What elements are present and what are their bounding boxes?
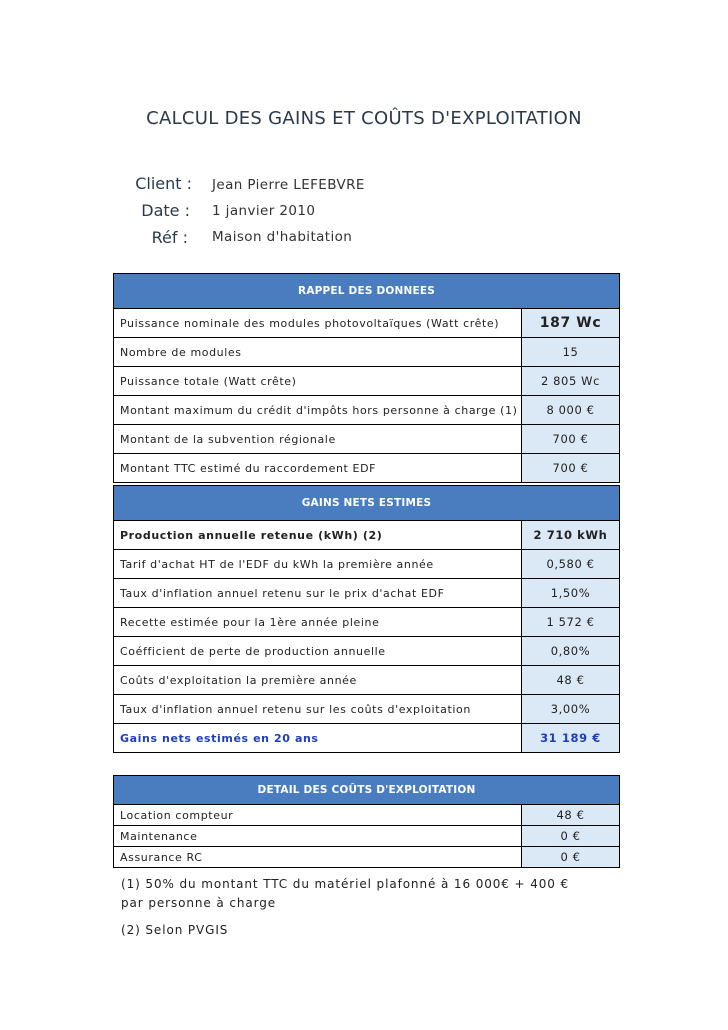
table-row xyxy=(114,666,620,695)
row-value: 2 805 Wc xyxy=(522,367,620,396)
row-label: Taux d'inflation annuel retenu sur le prix d'achat EDF xyxy=(114,579,522,608)
row-label: Montant maximum du crédit d'impôts hors personne à charge (1) xyxy=(114,396,522,425)
row-value: 48 € xyxy=(522,666,620,695)
row-value: 3,00% xyxy=(522,695,620,724)
row-label: Montant TTC estimé du raccordement EDF xyxy=(114,454,522,483)
table-row xyxy=(114,805,620,826)
table-row xyxy=(114,367,620,396)
row-value: 8 000 € xyxy=(522,396,620,425)
table-row xyxy=(114,425,620,454)
row-value: 0 € xyxy=(522,847,620,868)
rappel-table xyxy=(113,273,620,483)
table-row xyxy=(114,396,620,425)
row-value: 700 € xyxy=(522,454,620,483)
detail-header: DETAIL DES COÛTS D'EXPLOITATION xyxy=(114,776,620,805)
row-value: 31 189 € xyxy=(522,724,620,753)
row-label: Maintenance xyxy=(114,826,522,847)
footnotes xyxy=(121,875,591,948)
row-value: 1 572 € xyxy=(522,608,620,637)
row-value: 1,50% xyxy=(522,579,620,608)
row-value: 0 € xyxy=(522,826,620,847)
row-label: Nombre de modules xyxy=(114,338,522,367)
row-label: Location compteur xyxy=(114,805,522,826)
table-row xyxy=(114,637,620,666)
row-value: 187 Wc xyxy=(522,309,620,338)
row-label: Puissance totale (Watt crête) xyxy=(114,367,522,396)
row-value: 48 € xyxy=(522,805,620,826)
date-value: 1 janvier 2010 xyxy=(212,203,316,219)
footnote-1: (1) 50% du montant TTC du matériel plafonné à 16 000€ + 400 € par personne à charge xyxy=(121,877,570,910)
footnote-2: (2) Selon PVGIS xyxy=(121,923,229,937)
client-label: Client : xyxy=(135,174,192,193)
table-row xyxy=(114,826,620,847)
row-value: 2 710 kWh xyxy=(522,521,620,550)
row-value: 0,580 € xyxy=(522,550,620,579)
row-label: Production annuelle retenue (kWh) (2) xyxy=(114,521,522,550)
row-label: Coûts d'exploitation la première année xyxy=(114,666,522,695)
detail-table xyxy=(113,775,620,868)
row-label: Tarif d'achat HT de l'EDF du kWh la première année xyxy=(114,550,522,579)
page-title: CALCUL DES GAINS ET COÛTS D'EXPLOITATION xyxy=(146,108,582,129)
ref-value: Maison d'habitation xyxy=(212,229,353,245)
row-value: 0,80% xyxy=(522,637,620,666)
gains-table xyxy=(113,485,620,753)
table-row xyxy=(114,338,620,367)
table-row xyxy=(114,521,620,550)
row-label: Montant de la subvention régionale xyxy=(114,425,522,454)
row-label: Taux d'inflation annuel retenu sur les coûts d'exploitation xyxy=(114,695,522,724)
table-row xyxy=(114,847,620,868)
ref-label: Réf : xyxy=(151,228,188,247)
gains-header: GAINS NETS ESTIMES xyxy=(114,486,620,521)
table-row xyxy=(114,550,620,579)
row-value: 700 € xyxy=(522,425,620,454)
row-label: Recette estimée pour la 1ère année pleine xyxy=(114,608,522,637)
table-row xyxy=(114,695,620,724)
client-value: Jean Pierre LEFEBVRE xyxy=(212,177,365,193)
table-row xyxy=(114,579,620,608)
row-label: Assurance RC xyxy=(114,847,522,868)
table-row xyxy=(114,724,620,753)
table-row xyxy=(114,309,620,338)
table-row xyxy=(114,608,620,637)
row-label: Coéfficient de perte de production annuelle xyxy=(114,637,522,666)
date-label: Date : xyxy=(141,201,190,220)
row-label: Gains nets estimés en 20 ans xyxy=(114,724,522,753)
row-value: 15 xyxy=(522,338,620,367)
rappel-header: RAPPEL DES DONNEES xyxy=(114,274,620,309)
table-row xyxy=(114,454,620,483)
row-label: Puissance nominale des modules photovoltaïques (Watt crête) xyxy=(114,309,522,338)
